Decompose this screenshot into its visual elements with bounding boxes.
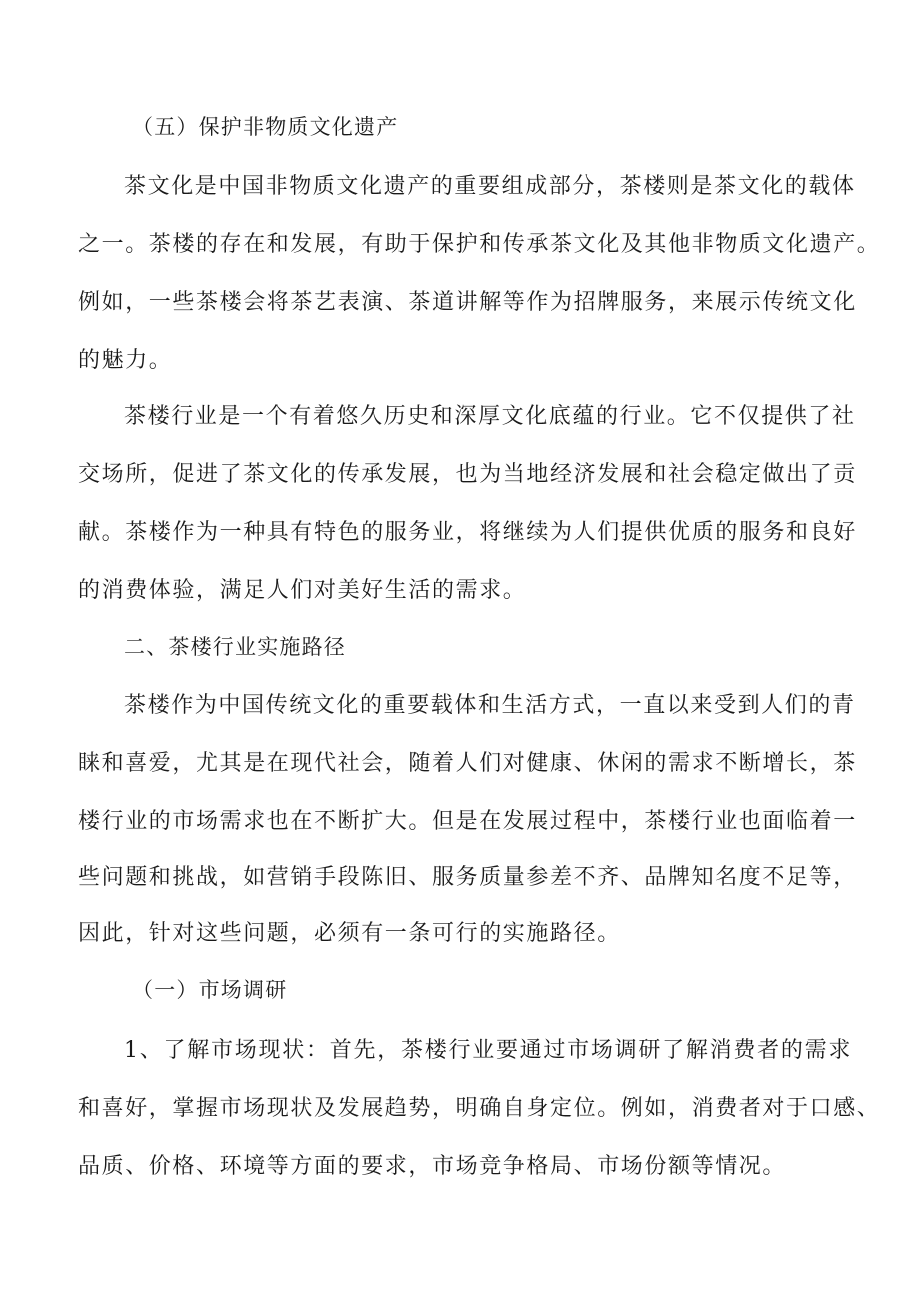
chapter-heading-implementation-path: 二、茶楼行业实施路径: [124, 635, 346, 659]
paragraph-line: 的魅力。: [78, 348, 173, 373]
paragraph-line: 献。茶楼作为一种具有特色的服务业，将继续为人们提供优质的服务和良好: [78, 520, 857, 545]
paragraph-line: 品质、价格、环境等方面的要求，市场竞争格局、市场份额等情况。: [78, 1154, 787, 1179]
paragraph-line: 楼行业的市场需求也在不断扩大。但是在发展过程中，茶楼行业也面临着一: [78, 809, 857, 834]
paragraph-line: 的消费体验，满足人们对美好生活的需求。: [78, 578, 527, 603]
paragraph-line: 例如，一些茶楼会将茶艺表演、茶道讲解等作为招牌服务，来展示传统文化: [78, 290, 857, 315]
paragraph-line: 些问题和挑战，如营销手段陈旧、服务质量参差不齐、品牌知名度不足等，: [78, 865, 857, 890]
paragraph-line: 交场所，促进了茶文化的传承发展，也为当地经济发展和社会稳定做出了贡: [78, 462, 857, 487]
paragraph-line: 睐和喜爱，尤其是在现代社会，随着人们对健康、休闲的需求不断增长，茶: [78, 751, 857, 776]
paragraph-line: 1、了解市场现状：首先，茶楼行业要通过市场调研了解消费者的需求: [124, 1038, 852, 1063]
paragraph-line: 茶楼行业是一个有着悠久历史和深厚文化底蕴的行业。它不仅提供了社: [124, 404, 856, 429]
paragraph-line: 和喜好，掌握市场现状及发展趋势，明确自身定位。例如，消费者对于口感、: [78, 1096, 881, 1121]
paragraph-line: 因此，针对这些问题，必须有一条可行的实施路径。: [78, 921, 621, 946]
paragraph-line: 茶文化是中国非物质文化遗产的重要组成部分，茶楼则是茶文化的载体: [124, 174, 856, 199]
section-heading-protect-heritage: （五）保护非物质文化遗产: [132, 115, 399, 139]
paragraph-line: 茶楼作为中国传统文化的重要载体和生活方式，一直以来受到人们的青: [124, 693, 856, 718]
paragraph-line: 之一。茶楼的存在和发展，有助于保护和传承茶文化及其他非物质文化遗产。: [78, 232, 881, 257]
subsection-heading-market-research: （一）市场调研: [132, 978, 288, 1002]
